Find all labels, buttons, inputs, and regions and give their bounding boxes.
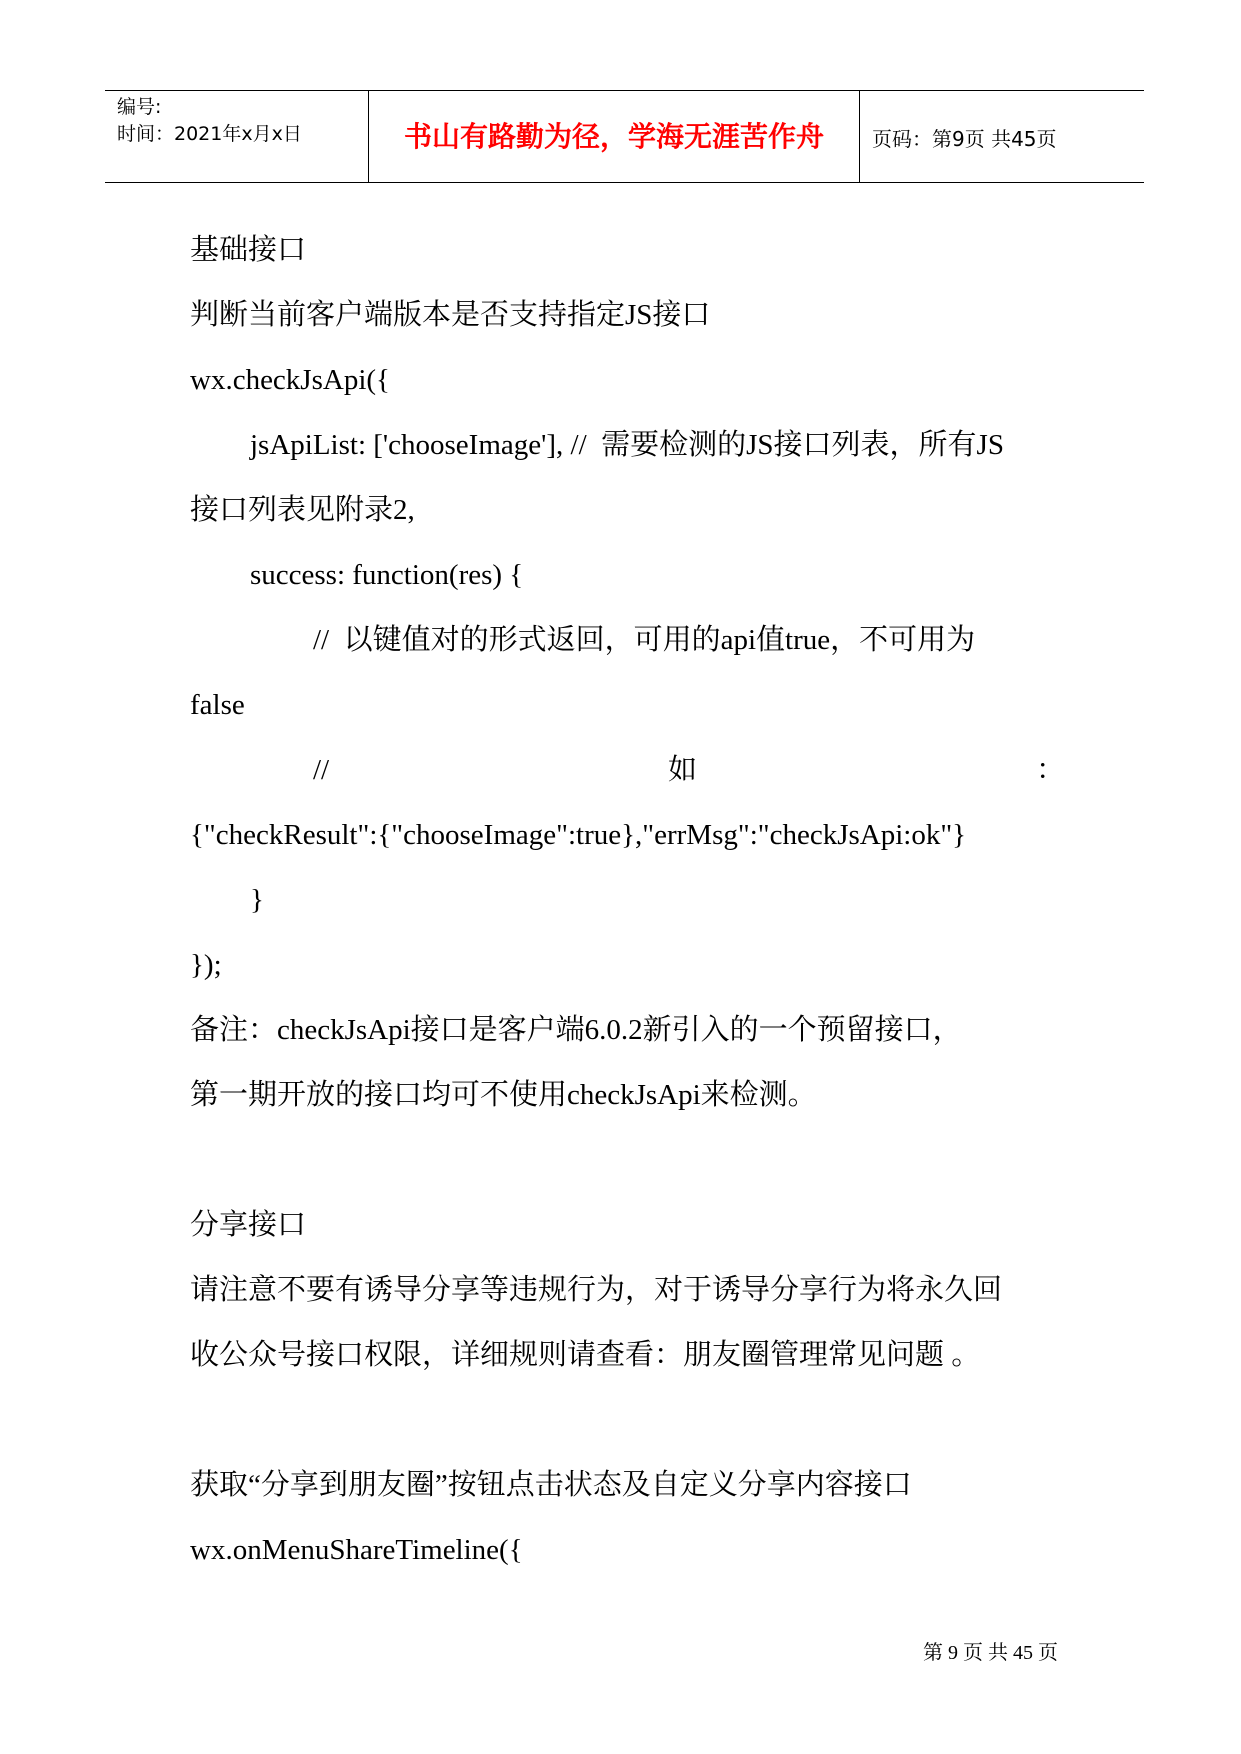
document-time-label: 时间：2021年x月x日 — [117, 123, 302, 145]
code-line: {"checkResult":{"chooseImage":true},"errMsg":"checkJsApi:ok"} — [190, 819, 967, 851]
blank-line — [190, 1128, 1070, 1193]
comment-word: 如 — [668, 754, 698, 786]
comment-colon: ： — [1035, 754, 1065, 786]
body-text: 判断当前客户端版本是否支持指定JS接口 — [190, 299, 711, 331]
body-text: 收公众号接口权限，详细规则请查看：朋友圈管理常见问题 。 — [190, 1339, 981, 1371]
code-comment-line: // 以键值对的形式返回，可用的api值true，不可用为 — [313, 624, 976, 656]
document-number-label: 编号: — [117, 96, 162, 118]
body-text: 请注意不要有诱导分享等违规行为，对于诱导分享行为将永久回 — [190, 1274, 1003, 1306]
code-comment-line — [190, 738, 1070, 803]
code-line: false — [190, 689, 245, 721]
code-line: jsApiList: ['chooseImage'], // 需要检测的JS接口列表，所有JS — [250, 429, 1004, 461]
blank-line — [190, 1388, 1070, 1453]
code-line: 接口列表见附录2, — [190, 494, 415, 526]
note-text: 第一期开放的接口均可不使用checkJsApi来检测。 — [190, 1079, 817, 1111]
header-motto-cell — [369, 91, 860, 182]
header-page-info: 页码：第9页 共45页 — [872, 127, 1057, 151]
document-body — [190, 218, 1070, 1583]
note-text: 备注：checkJsApi接口是客户端6.0.2新引入的一个预留接口， — [190, 1014, 962, 1046]
page-header — [105, 90, 1144, 183]
code-line: success: function(res) { — [250, 559, 524, 591]
header-page-cell — [860, 91, 1144, 182]
code-line: wx.onMenuShareTimeline({ — [190, 1534, 523, 1566]
header-meta-cell — [105, 91, 369, 182]
section-heading-basic-interface: 基础接口 — [190, 234, 307, 266]
footer-page-number: 第 9 页 共 45 页 — [923, 1642, 1058, 1664]
code-line: wx.checkJsApi({ — [190, 364, 390, 396]
comment-slashes: // — [313, 754, 330, 786]
header-motto: 书山有路勤为径，学海无涯苦作舟 — [403, 120, 824, 153]
code-line: } — [250, 884, 264, 916]
code-line: }); — [190, 949, 222, 981]
section-heading-share-interface: 分享接口 — [190, 1209, 307, 1241]
body-text: 获取“分享到朋友圈”按钮点击状态及自定义分享内容接口 — [190, 1469, 912, 1501]
page-footer — [0, 1636, 1241, 1665]
